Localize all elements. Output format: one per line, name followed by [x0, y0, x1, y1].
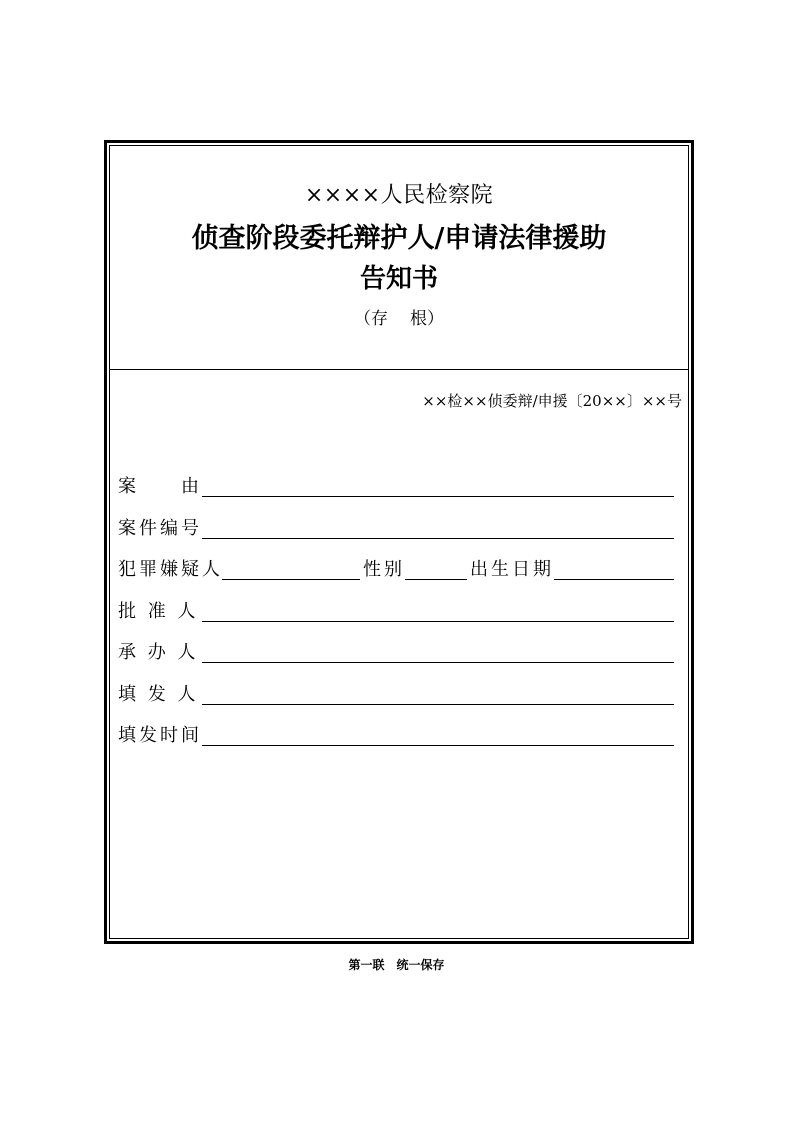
footer-note: 第一联 统一保存 [348, 958, 445, 972]
field-line-suspect[interactable] [222, 579, 360, 580]
field-row-handler [118, 638, 674, 664]
field-line-issue-time[interactable] [202, 745, 674, 746]
field-line-approver[interactable] [202, 621, 674, 622]
field-label-birth-date: 出生日期 [470, 559, 554, 580]
organization-name: ××××人民检察院 [304, 183, 494, 208]
field-row-suspect [118, 555, 674, 581]
field-label-case-number: 案件编号 [118, 518, 202, 539]
field-label-handler: 承 办 人 [118, 642, 199, 663]
stub-label-close: 根） [410, 309, 444, 329]
document-border [104, 140, 694, 944]
document-number: ××检××侦委辩/申援〔20××〕××号 [422, 392, 682, 410]
document-inner-border [109, 145, 689, 939]
title-line-1: 侦查阶段委托辩护人/申请法律援助 [191, 223, 607, 254]
field-line-issuer[interactable] [202, 704, 674, 705]
stub-label-open: （存 [354, 309, 388, 329]
field-line-case-cause[interactable] [202, 496, 674, 497]
field-row-issuer [118, 680, 674, 706]
title-line-2: 告知书 [359, 264, 438, 294]
field-row-approver [118, 597, 674, 623]
field-row-issue-time [118, 721, 674, 747]
field-line-birth-date[interactable] [554, 579, 674, 580]
field-row-case-number [118, 514, 674, 540]
header-divider [110, 369, 688, 370]
field-line-handler[interactable] [202, 662, 674, 663]
field-label-gender: 性别 [363, 559, 405, 580]
field-line-gender[interactable] [405, 579, 467, 580]
field-line-case-number[interactable] [202, 538, 674, 539]
field-label-issuer: 填 发 人 [118, 684, 199, 705]
field-label-issue-time: 填发时间 [118, 725, 202, 746]
stub-label [110, 304, 688, 329]
field-row-case-cause [118, 472, 674, 498]
field-label-approver: 批 准 人 [118, 601, 199, 622]
field-label-suspect: 犯罪嫌疑人 [118, 559, 223, 580]
field-label-case-cause: 案 由 [118, 476, 202, 497]
